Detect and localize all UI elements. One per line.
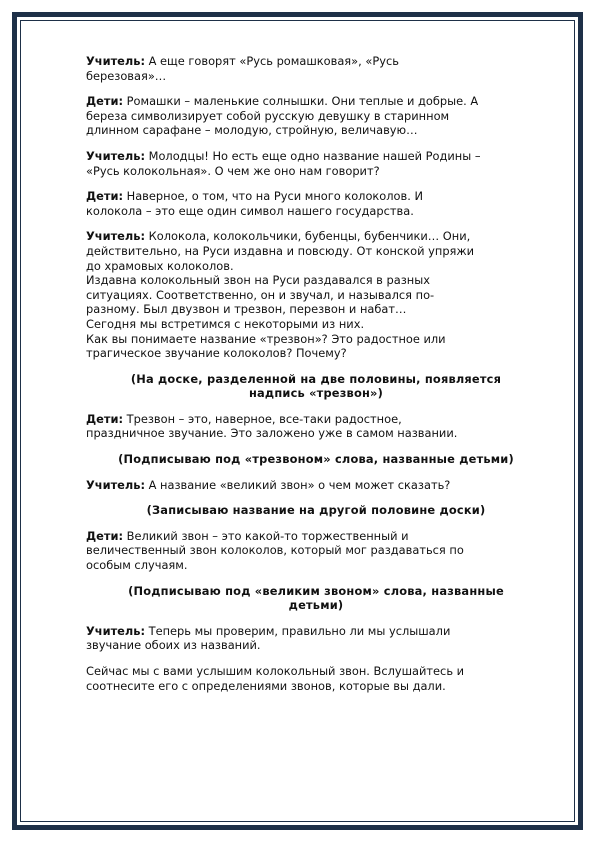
speaker-label: Дети: <box>86 411 124 426</box>
text-line <box>86 332 546 347</box>
line-text: до храмовых колоколов. <box>86 258 234 273</box>
text-line <box>86 452 546 467</box>
text-line <box>86 302 546 317</box>
line-text: праздничное звучание. Это заложено уже в самом названии. <box>86 426 458 441</box>
dialogue-paragraph <box>86 54 546 83</box>
dialogue-paragraph <box>86 412 546 441</box>
line-text: Теперь мы проверим, правильно ли мы услышали <box>148 623 451 638</box>
dialogue-paragraph <box>86 529 546 573</box>
dialogue-paragraph <box>86 478 546 493</box>
line-text: ситуациях. Соответственно, он и звучал, и назывался по- <box>86 287 435 302</box>
line-text: Сейчас мы с вами услышим колокольный звон. Вслушайтесь и <box>86 664 465 678</box>
dialogue-paragraph <box>86 149 546 178</box>
text-line <box>86 346 546 361</box>
line-text: Трезвон – это, наверное, все-таки радостное, <box>126 411 402 426</box>
line-text: разному. Был двузвон и трезвон, перезвон и набат… <box>86 302 407 317</box>
line-text: Великий звон – это какой-то торжественный и <box>126 528 409 543</box>
line-text: березовая»… <box>86 68 167 83</box>
text-line <box>86 664 546 679</box>
speaker-label: Дети: <box>86 94 124 109</box>
line-text: Как вы понимаете название «трезвон»? Это радостное или <box>86 331 446 346</box>
line-text: (Подписываю под «великим звоном» слова, названные <box>128 583 504 598</box>
text-line <box>86 372 546 387</box>
speaker-label: Учитель: <box>86 477 146 492</box>
speaker-label: Учитель: <box>86 229 146 244</box>
dialogue-paragraph <box>86 94 546 138</box>
text-line <box>86 229 546 244</box>
text-line <box>86 679 546 694</box>
stage-direction <box>86 503 546 518</box>
line-text: длинном сарафане – молодую, стройную, величавую… <box>86 123 418 138</box>
speaker-label: Дети: <box>86 528 124 543</box>
text-line <box>86 69 546 84</box>
text-line <box>86 244 546 259</box>
document-body <box>86 54 546 704</box>
text-line <box>86 426 546 441</box>
text-line <box>86 109 546 124</box>
line-text: особым случаям. <box>86 558 188 573</box>
line-text: трагическое звучание колоколов? Почему? <box>86 346 347 361</box>
text-line <box>86 94 546 109</box>
text-line <box>86 598 546 613</box>
line-text: А еще говорят «Русь ромашковая», «Русь <box>148 54 399 68</box>
text-line <box>86 204 546 219</box>
text-line <box>86 386 546 401</box>
line-text: детьми) <box>288 598 344 613</box>
stage-direction <box>86 452 546 467</box>
text-line <box>86 478 546 493</box>
line-text: Колокола, колокольчики, бубенцы, бубенчики… Они, <box>148 229 471 244</box>
line-text: величественный звон колоколов, который мог раздаваться по <box>86 543 464 558</box>
text-line <box>86 123 546 138</box>
stage-direction <box>86 584 546 613</box>
text-line <box>86 558 546 573</box>
text-line <box>86 584 546 599</box>
text-line <box>86 54 546 69</box>
speaker-label: Дети: <box>86 189 124 204</box>
line-text: действительно, на Руси издавна и повсюду. От конской упряжи <box>86 243 475 258</box>
line-text: (На доске, разделенной на две половины, появляется <box>130 371 502 386</box>
line-text: береза символизирует собой русскую девушку в старинном <box>86 108 450 123</box>
line-text: Ромашки – маленькие солнышки. Они теплые и добрые. А <box>126 94 479 109</box>
text-line <box>86 317 546 332</box>
line-text: звучание обоих из названий. <box>86 638 261 653</box>
line-text: Издавна колокольный звон на Руси раздавался в разных <box>86 273 430 288</box>
stage-direction <box>86 372 546 401</box>
line-text: Наверное, о том, что на Руси много колоколов. И <box>126 189 423 204</box>
dialogue-paragraph <box>86 229 546 360</box>
line-text: колокола – это еще один символ нашего государства. <box>86 203 414 218</box>
text-line <box>86 529 546 544</box>
text-line <box>86 412 546 427</box>
text-line <box>86 288 546 303</box>
speaker-label: Учитель: <box>86 54 146 68</box>
text-line <box>86 164 546 179</box>
line-text: соотнесите его с определениями звонов, которые вы дали. <box>86 678 446 693</box>
text-line <box>86 189 546 204</box>
text-line <box>86 273 546 288</box>
speaker-label: Учитель: <box>86 623 146 638</box>
text-paragraph <box>86 664 546 693</box>
text-line <box>86 638 546 653</box>
text-line <box>86 503 546 518</box>
line-text: (Подписываю под «трезвоном» слова, названные детьми) <box>118 452 514 467</box>
line-text: надпись «трезвон») <box>248 386 384 401</box>
dialogue-paragraph <box>86 189 546 218</box>
line-text: (Записываю название на другой половине доски) <box>146 503 486 518</box>
line-text: Сегодня мы встретимся с некоторыми из них. <box>86 316 365 331</box>
text-line <box>86 259 546 274</box>
dialogue-paragraph <box>86 624 546 653</box>
line-text: А название «великий звон» о чем может сказать? <box>148 477 451 492</box>
text-line <box>86 624 546 639</box>
text-line <box>86 149 546 164</box>
line-text: «Русь колокольная». О чем же оно нам говорит? <box>86 163 380 178</box>
speaker-label: Учитель: <box>86 148 146 163</box>
text-line <box>86 543 546 558</box>
line-text: Молодцы! Но есть еще одно название нашей Родины – <box>148 148 481 163</box>
